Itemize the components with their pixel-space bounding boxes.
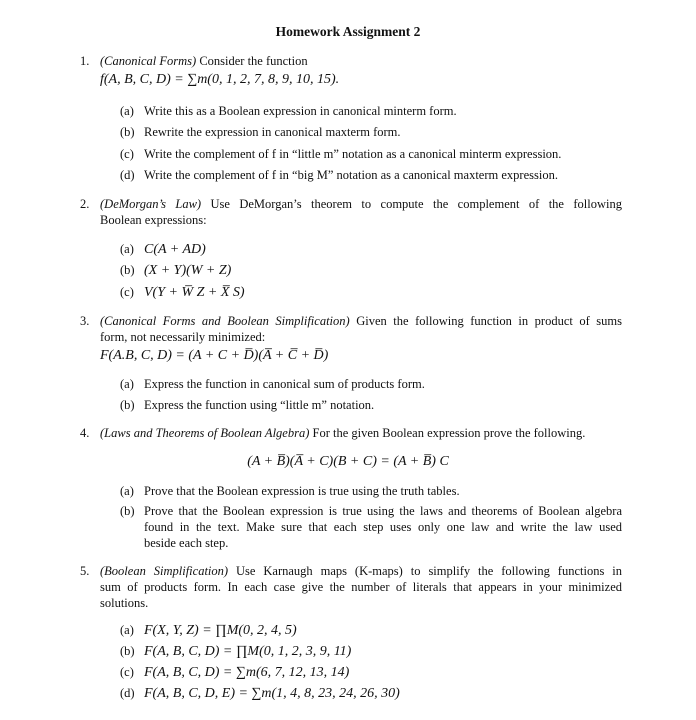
item-expression: F(A, B, C, D) = ∏M(0, 1, 2, 3, 9, 11) bbox=[144, 644, 352, 659]
item-text: Write the complement of f in “little m” notation as a canonical minterm expression. bbox=[144, 147, 562, 161]
list-item bbox=[120, 124, 401, 140]
item-label: (b) bbox=[120, 125, 135, 139]
list-item bbox=[120, 664, 349, 681]
list-item bbox=[120, 262, 231, 279]
item-expression: C(A + AD) bbox=[144, 242, 206, 257]
item-expression: (X + Y)(W + Z) bbox=[144, 263, 232, 278]
item-label: (a) bbox=[120, 242, 134, 256]
problem-1-intro bbox=[100, 53, 308, 69]
problem-1-topic: (Canonical Forms) bbox=[100, 54, 197, 68]
item-text-line: found in the text. Make sure that each step uses only one law and write the law used bbox=[144, 520, 622, 534]
list-item bbox=[120, 376, 425, 392]
problem-2-number: 2. bbox=[80, 197, 90, 211]
problem-3-line-1 bbox=[100, 313, 622, 329]
item-text-line: Prove that the Boolean expression is true using the laws and theorems of Boolean algebra bbox=[144, 504, 622, 518]
item-label: (b) bbox=[120, 644, 135, 658]
problem-2-text: Use DeMorgan’s theorem to compute the complement of the following bbox=[201, 197, 622, 211]
problem-1-number: 1. bbox=[80, 54, 90, 68]
item-text: Prove that the Boolean expression is true using the truth tables. bbox=[144, 484, 460, 498]
page-title: Homework Assignment 2 bbox=[275, 24, 421, 39]
list-item bbox=[120, 643, 351, 660]
item-label: (b) bbox=[120, 263, 135, 277]
problem-3-text: Given the following function in product of sums bbox=[349, 314, 623, 328]
list-item bbox=[120, 284, 245, 301]
item-text: Write this as a Boolean expression in canonical minterm form. bbox=[144, 104, 457, 118]
item-label: (a) bbox=[120, 104, 134, 118]
list-item bbox=[120, 397, 374, 413]
item-label: (a) bbox=[120, 623, 134, 637]
item-label: (d) bbox=[120, 168, 135, 182]
list-item bbox=[120, 241, 206, 258]
item-label: (c) bbox=[120, 147, 134, 161]
item-expression: F(A, B, C, D, E) = ∑m(1, 4, 8, 23, 24, 26, 30) bbox=[144, 686, 400, 701]
item-label: (d) bbox=[120, 686, 135, 700]
item-label: (c) bbox=[120, 665, 134, 679]
problem-4-topic: (Laws and Theorems of Boolean Algebra) bbox=[100, 426, 310, 440]
item-label: (b) bbox=[120, 398, 135, 412]
problem-5-topic: (Boolean Simplification) bbox=[100, 564, 229, 578]
item-text: Write the complement of f in “big M” notation as a canonical maxterm expression. bbox=[144, 168, 558, 182]
problem-3-line-2: form, not necessarily minimized: bbox=[100, 330, 266, 344]
list-item bbox=[120, 503, 144, 519]
problem-2-topic: (DeMorgan’s Law) bbox=[100, 197, 202, 211]
item-label: (c) bbox=[120, 285, 134, 299]
item-label: (a) bbox=[120, 377, 134, 391]
item-expression: V(Y + W̅ Z + X̅ S) bbox=[144, 285, 245, 300]
item-text: Express the function using “little m” notation. bbox=[144, 398, 375, 412]
list-item bbox=[120, 622, 297, 639]
item-label: (b) bbox=[120, 504, 135, 518]
problem-4-formula: (A + B̅)(A̅ + C)(B + C) = (A + B̅) C bbox=[247, 454, 449, 469]
item-text-line: beside each step. bbox=[144, 536, 229, 550]
problem-5-number: 5. bbox=[80, 564, 90, 578]
list-item bbox=[120, 483, 460, 499]
problem-1-text: Consider the function bbox=[196, 54, 308, 68]
item-text: Rewrite the expression in canonical maxterm form. bbox=[144, 125, 401, 139]
item-label: (a) bbox=[120, 484, 134, 498]
problem-4-line-1 bbox=[100, 425, 585, 441]
problem-3-formula: F(A.B, C, D) = (A + C + D̅)(A̅ + C̅ + D̅) bbox=[100, 348, 329, 363]
problem-5-line-3: solutions. bbox=[100, 596, 149, 610]
item-expression: F(X, Y, Z) = ∏M(0, 2, 4, 5) bbox=[144, 623, 297, 638]
problem-5-text: Use Karnaugh maps (K-maps) to simplify the following functions in bbox=[228, 564, 622, 578]
item-text: Express the function in canonical sum of products form. bbox=[144, 377, 425, 391]
problem-5-line-1 bbox=[100, 563, 622, 579]
problem-3-number: 3. bbox=[80, 314, 90, 328]
problem-1-formula: f(A, B, C, D) = ∑m(0, 1, 2, 7, 8, 9, 10, 15). bbox=[100, 72, 340, 87]
problem-3-topic: (Canonical Forms and Boolean Simplification) bbox=[100, 314, 350, 328]
problem-4-text: For the given Boolean expression prove the following. bbox=[309, 426, 586, 440]
list-item bbox=[120, 103, 457, 119]
list-item bbox=[120, 685, 400, 702]
list-item bbox=[120, 167, 558, 183]
problem-5-line-2: sum of products form. In each case give the number of literals that appears in your minimized bbox=[100, 580, 622, 594]
problem-2-line-2: Boolean expressions: bbox=[100, 213, 207, 227]
item-expression: F(A, B, C, D) = ∑m(6, 7, 12, 13, 14) bbox=[144, 665, 350, 680]
problem-4-number: 4. bbox=[80, 426, 90, 440]
list-item bbox=[120, 146, 561, 162]
problem-2-line-1 bbox=[100, 196, 622, 212]
